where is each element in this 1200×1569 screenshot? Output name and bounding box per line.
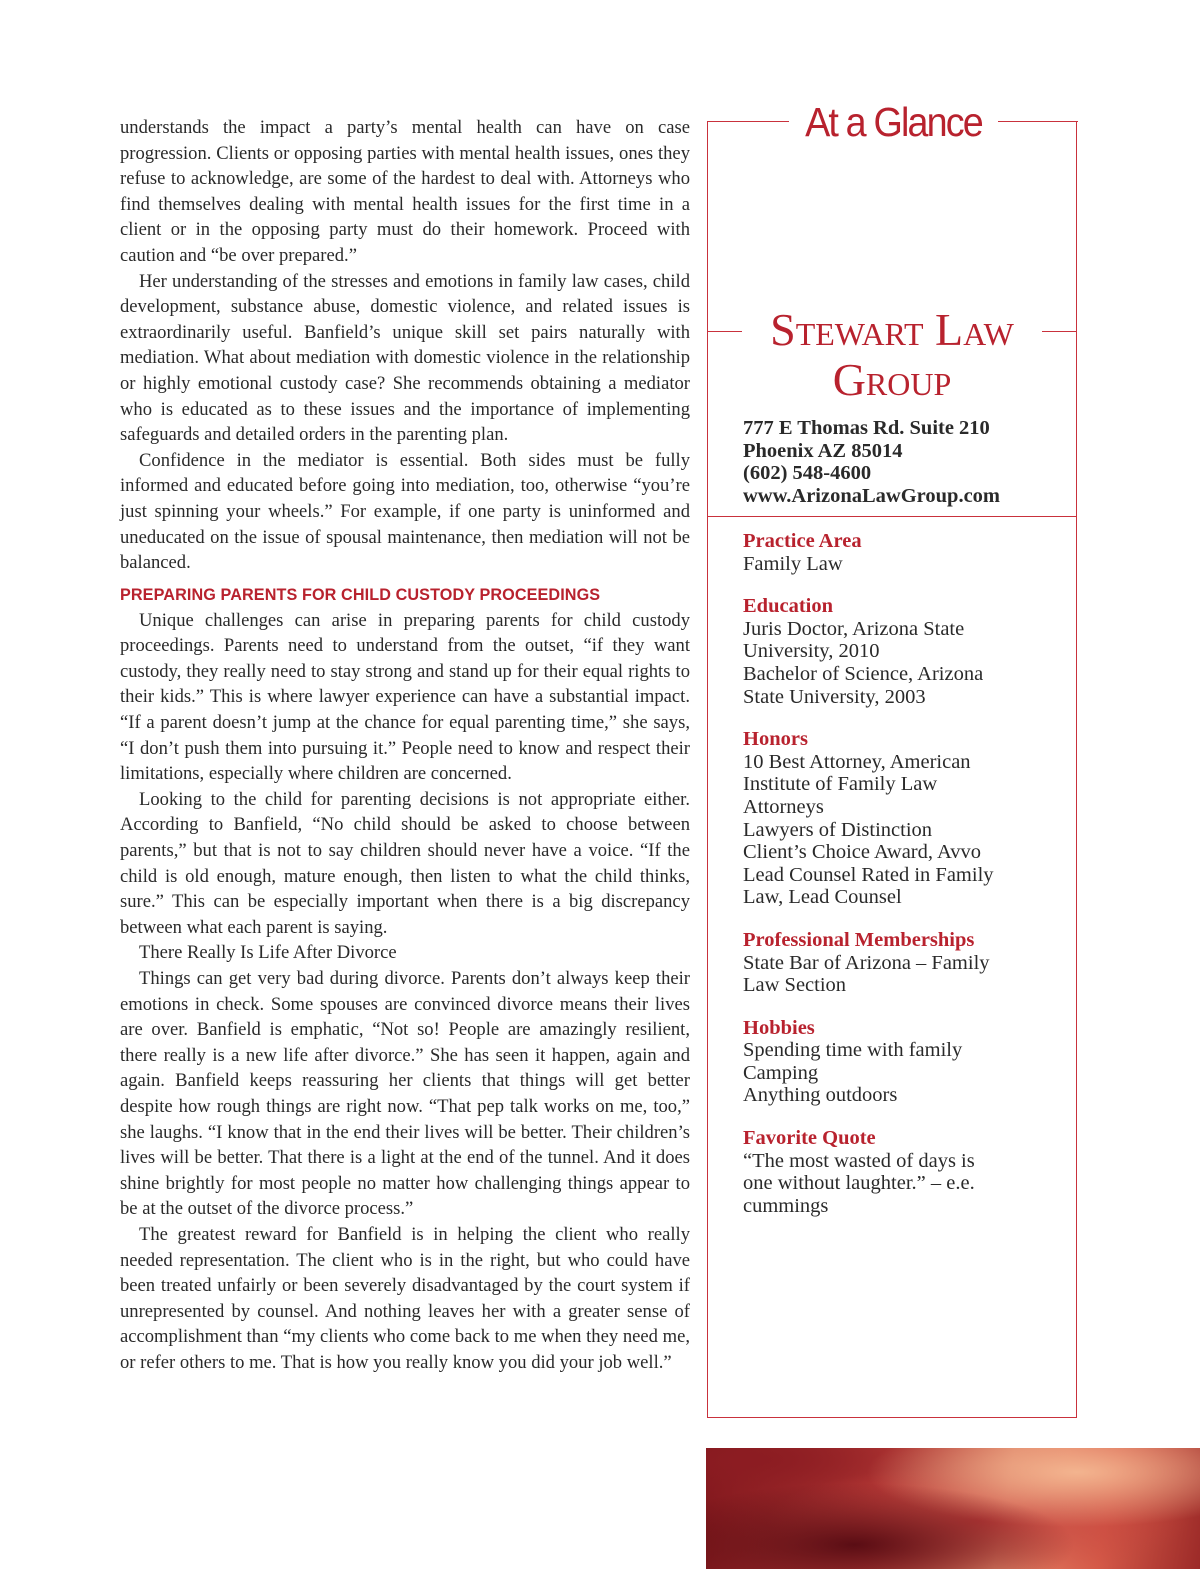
- fact-line: “The most wasted of days is: [743, 1149, 975, 1172]
- address-line: Phoenix AZ 85014: [743, 439, 903, 462]
- fact-line: Bachelor of Science, Arizona: [743, 662, 984, 685]
- fact-line: Camping: [743, 1061, 819, 1084]
- fact-section-practice-area: [743, 530, 1043, 575]
- fact-line: Attorneys: [743, 795, 824, 818]
- fact-line: State University, 2003: [743, 685, 926, 708]
- article-paragraph: Looking to the child for parenting decisions is not appropriate either. According to Banfield, “No child should be asked to choose between parents,” but that is not to say children should never have a voice. “If the child is old enough, mature enough, then listen to what the child thinks, sure.” This can be especially important when there is a big discrepancy between what each parent is saying.: [120, 788, 690, 938]
- address-line: 777 E Thomas Rd. Suite 210: [743, 417, 990, 439]
- article-body: [120, 115, 690, 1376]
- fact-line: Juris Doctor, Arizona State: [743, 617, 965, 640]
- canyon-photo: [706, 1448, 1200, 1569]
- fact-section-honors: [743, 728, 1043, 909]
- box-top-rule-right: [998, 121, 1078, 122]
- website-link[interactable]: www.ArizonaLawGroup.com: [743, 484, 1001, 507]
- article-subheading: There Really Is Life After Divorce: [139, 942, 397, 964]
- fact-line: State Bar of Arizona – Family: [743, 951, 990, 974]
- fact-heading: Professional Memberships: [743, 928, 975, 951]
- article-paragraph: The greatest reward for Banfield is in helping the client who really needed representation. The client who is in the right, but who could have been treated unfairly or been severely disadvantaged by the court system if unrepresented by counsel. And nothing leaves her with a greater sense of accomplishment than “my clients who come back to me when they need me, or refer others to me. That is how you really know you did your job well.”: [120, 1223, 690, 1373]
- fact-line: Lawyers of Distinction: [743, 818, 933, 841]
- firm-name-line2: Group: [832, 354, 952, 405]
- fact-heading: Favorite Quote: [743, 1127, 876, 1150]
- box-top-rule-left: [707, 121, 789, 122]
- logo-rule-right: [1042, 331, 1077, 332]
- fact-line: one without laughter.” – e.e.: [743, 1172, 975, 1195]
- sidebar-title: At a Glance: [805, 99, 982, 145]
- fact-line: University, 2010: [743, 640, 880, 663]
- fact-heading: Honors: [743, 728, 808, 751]
- article-paragraph: understands the impact a party’s mental health can have on case progression. Clients or opposing parties with mental health issues, ones they refuse to acknowledge, are some of the hardest to deal with. Attorneys who find themselves dealing with mental health issues for the first time in a client or in the opposing party must do their homework. Proceed with caution and “be over prepared.”: [120, 117, 690, 266]
- fact-line: Institute of Family Law: [743, 773, 938, 796]
- contact-divider: [708, 516, 1077, 517]
- article-paragraph: Confidence in the mediator is essential. Both sides must be fully informed and educated before going into mediation, too, otherwise “you’re just spinning your wheels.” For example, if one party is uninformed and uneducated on the issue of spousal maintenance, then mediation will not be balanced.: [120, 449, 690, 574]
- firm-logo: [742, 305, 1042, 405]
- fact-heading: Hobbies: [743, 1016, 815, 1039]
- fact-line: Law, Lead Counsel: [743, 886, 902, 909]
- fact-line: 10 Best Attorney, American: [743, 750, 971, 773]
- fact-line: Lead Counsel Rated in Family: [743, 863, 994, 886]
- article-paragraph: Things can get very bad during divorce. Parents don’t always keep their emotions in check. Some spouses are convinced divorce means their lives are over. Banfield is emphatic, “Not so! People are amazingly resilient, there really is a new life after divorce.” She has seen it happen, again and again. Banfield keeps reassuring her clients that things will get better despite how rough things are right now. “That pep talk works on me, too,” she laughs. “I know that in the end their lives will be better. Their children’s lives will be better. That there is a light at the end of the tunnel. And it does shine brightly for most people no matter how challenging things appear to be at the outset of the divorce process.”: [120, 968, 690, 1220]
- phone-number: (602) 548-4600: [743, 462, 872, 485]
- article-paragraph: Her understanding of the stresses and emotions in family law cases, child development, substance abuse, domestic violence, and related issues is extraordinarily useful. Banfield’s unique skill set pairs naturally with mediation. What about mediation with domestic violence in the relationship or highly emotional custody case? She recommends obtaining a mediator who is educated as to these issues and the importance of implementing safeguards and detailed orders in the parenting plan.: [120, 270, 690, 446]
- fact-heading: Education: [743, 595, 833, 618]
- fact-section-memberships: [743, 929, 1043, 997]
- facts-list: [743, 530, 1043, 1237]
- fact-line: Client’s Choice Award, Avvo: [743, 841, 982, 864]
- fact-line: Spending time with family: [743, 1039, 963, 1062]
- fact-line: Family Law: [743, 552, 843, 575]
- logo-rule-left: [708, 331, 742, 332]
- contact-block: [743, 417, 1063, 507]
- fact-section-education: [743, 595, 1043, 708]
- fact-line: Law Section: [743, 974, 847, 997]
- fact-section-favorite-quote: [743, 1127, 1043, 1217]
- section-heading: PREPARING PARENTS FOR CHILD CUSTODY PROCEEDINGS: [120, 585, 601, 604]
- firm-name-line1: Stewart Law: [770, 304, 1014, 355]
- fact-line: cummings: [743, 1194, 829, 1217]
- article-paragraph: Unique challenges can arise in preparing parents for child custody proceedings. Parents need to understand from the outset, “if they want custody, they really need to stay strong and stand up for their equal rights to their kids.” This is where lawyer experience can have a substantial impact. “If a parent doesn’t jump at the chance for equal parenting time,” she says, “I don’t push them into pursuing it.” People need to know and respect their limitations, especially where children are concerned.: [120, 609, 690, 785]
- fact-line: Anything outdoors: [743, 1084, 898, 1107]
- fact-section-hobbies: [743, 1017, 1043, 1107]
- fact-heading: Practice Area: [743, 530, 862, 552]
